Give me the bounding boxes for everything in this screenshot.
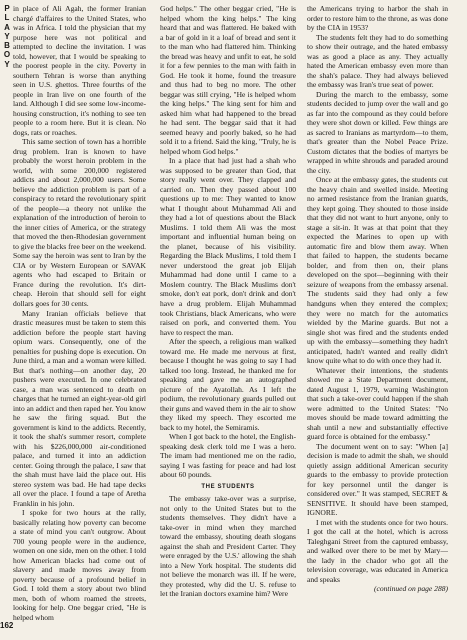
paragraph: Whatever their intentions, the students showed me a State Department document, dated August 1, 1979, warning Washington that such a take-over could happen if the shah were admitted to the United States: "No moves should be made toward admitting the shah until a new and substantially effective guard force is obtained for the embassy." xyxy=(307,365,448,442)
paragraph: the Americans trying to harbor the shah in order to restore him to the throne, as was done by the CIA in 1953? xyxy=(307,4,448,33)
paragraph: Many Iranian officials believe that drastic measures must be taken to stem this addiction before the people start having opium wars. Consequently, one of the penalties for pushing dope is execution. On June third, a man and a woman were killed. But that's nothing—on another day, 20 pushers were executed. In one celebrated case, a man was sentenced to death on charges that he turned an eight-year-old girl into an addict and then raped her. You know he saw the firing squad. But the government is kind to the addicts. Recently, it took the shah's summer resort, complete with his $226,000,000 air-conditioned palace, and turned it into an addiction center. Going through the palace, I saw that the shah must have laid the place out. His stereo system was bad. He had tape decks all over the place. I found a tape of Aretha Franklin in his john. xyxy=(13,308,146,508)
sidebar-letter: Y xyxy=(4,31,10,41)
sidebar-letter: L xyxy=(4,13,10,23)
paragraph: in place of Ali Agah, the former Iranian chargé d'affaires to the United States, who was in Africa. I told the physician that my purpose here was not political and attempted to decline the invitation. I was told, however, that I would be speaking to the poorest people in the city. Poverty in southern Tehran is worse than anything seen in U.S. ghettos. Three fourths of the people in Iran live on one fourth of the land. Although I did see some low-income-housing construction, it's nothing to see ten people to a room here. But it is clean. No dogs, rats or roaches. xyxy=(13,4,146,137)
sidebar-letter: Y xyxy=(4,59,10,69)
article-column-3 xyxy=(307,4,448,638)
sidebar-letter: P xyxy=(4,4,10,13)
sidebar-letter: B xyxy=(4,41,10,51)
paragraph: The embassy take-over was a surprise, not only to the United States but to the students themselves. They didn't have a take-over in mind when they marched toward the embassy, shouting death slogans against the shah and President Carter. They were enraged by the U.S.' allowing the shah into a New York hospital. The students did not believe the monarch was ill. If he were, they protested, why did the U. S. refuse to let the Iranian doctors examine him? Were xyxy=(160,494,296,599)
article-column-1 xyxy=(13,4,146,638)
section-heading: THE STUDENTS xyxy=(201,483,255,490)
sidebar-letter: O xyxy=(3,50,11,60)
paragraph: I spoke for two hours at the rally, basically relating how poverty can become a state of mind you can't outgrow. About 700 young people were in the audience, women on one side, men on the other. I told how American blacks had come out of slavery and made moves away from poverty because of a profound belief in God. I told them a story about two blind men, both of whom roamed the streets, looking for help. One beggar cried, "He is helped whom xyxy=(13,508,146,622)
paragraph: I met with the students once for two hours. I got the call at the hotel, which is across Taleghgani Street from the captured embassy, and walked over there to be met by Mary—the lady in the chador who got all the television coverage, was educated in America and speaks xyxy=(307,517,448,584)
paragraph: After the speech, a religious man walked toward me. He made me nervous at first, because I thought he was going to say I had talked too long. Instead, he thanked me for speaking and gave me an autographed picture of the Ayatollah. As I left the podium, the revolutionary guards pulled out their guns and waved them in the air to show they liked my speech. They escorted me back to my hotel, the Semiramis. xyxy=(160,337,296,432)
continued-note: (continued on page 288) xyxy=(374,584,448,594)
paragraph: When I got back to the hotel, the English-speaking desk clerk told me I was a hero. The imam had mentioned me on the radio, saying I was fasting for peace and had lost about 60 pounds. xyxy=(160,432,296,480)
paragraph: The students felt they had to do something to show their outrage, and the hated embassy was as good a place as any. They actually hated the American embassy even more than the shah's palace. They had always believed the embassy was Iran's true seat of power. xyxy=(307,32,448,90)
article-column-2 xyxy=(160,4,296,638)
sidebar-letter: A xyxy=(4,22,10,32)
page-number: 162 xyxy=(0,621,14,630)
paragraph: God helps." The other beggar cried, "He is helped whom the king helps." The king heard that and was flattered. He baked with a bar of gold in it a loaf of bread and sent it to the man who had flattered him. Thinking the bread was heavy and unfit to eat, he sold it for a few pennies to the man with faith in God. He took it home, found the treasure and thus had to beg no more. The other beggar was still crying, "He is helped whom the king helps." The king sent for him and asked him what had happened to the bread he had sent. The beggar said that it had seemed heavy and poorly baked, so he had sold it to a friend. Said the king, "Truly, he is helped whom God helps." xyxy=(160,4,296,156)
paragraph: In a place that had just had a shah who was supposed to be greater than God, that story really went over. They clapped and carried on. Then they passed about 100 questions up to me: They wanted to know what I thought about Muhammad Ali and they had a lot of questions about the Black Muslims. I told them Ali was the most important and influential human being on the planet, because of his visibility. Regarding the Black Muslims, I told them I never understood the great job Elijah Muhammad had done until I came to a Moslem country. The Black Muslims don't smoke, don't eat pork, don't drink and don't have a drug problem. Elijah Muhammad took Christians, black Americans, who were raised on pork, and converted them. You have to respect the man. xyxy=(160,156,296,337)
paragraph: This same section of town has a horrible drug problem. Iran is known to have probably the worst heroin problem in the world, with some 200,000 registered addicts and about 2,000,000 users. Some believe the addiction problem is part of a conspiracy to retard the revolutionary spirit of the people—a theory not unlike the explanation of the introduction of heroin to the inner cities of America, or the strategy that moved the then-Rhodesian government to give the blacks free beer on the weekend. Some say the heroin was sent to Iran by the CIA or by Western European or SAVAK agents who had escaped to Britain or France during the revolution. It's dirt-cheap. Heroin that should sell for eight dollars goes for 30 cents. xyxy=(13,137,146,308)
paragraph: During the march to the embassy, some students decided to jump over the wall and go as far into the compound as they could before they were shot down or killed. Few things are as sacred to Iranians as martyrdom—to them, that's greater than the Nobel Peace Prize. Custom dictates that the bodies of martyrs be wrapped in white shrouds and paraded around the city. xyxy=(307,89,448,175)
paragraph: The document went on to say: "When [a] decision is made to admit the shah, we should quietly assign additional American security guards to the embassy to provide protection for key personnel until the danger is considered over." It was stamped, SECRET & SENSITIVE. It should have been stamped, IGNORE. xyxy=(307,441,448,518)
paragraph: Once at the embassy gates, the students cut the heavy chain and swelled inside. Meeting no armed resistance from the Iranian guards, they kept going. They shouted to those inside that they did not want to hurt anyone, only to stage a sit-in. It was at that point that they expected the Marines to open up with automatic fire and blow them away. When that failed to happen, the students became bolder, and from then on, their plans developed on the spot—beginning with their seizure of weapons from the embassy arsenal. The students said they had only a few handguns when they entered the complex; they were no match for the automatics wielded by the Marine guards. But not a single shot was fired and the students ended up with the embassy—something they hadn't anticipated, hadn't wanted and really didn't know quite what to do with once they had it. xyxy=(307,175,448,366)
magazine-sidebar-label xyxy=(2,4,12,69)
